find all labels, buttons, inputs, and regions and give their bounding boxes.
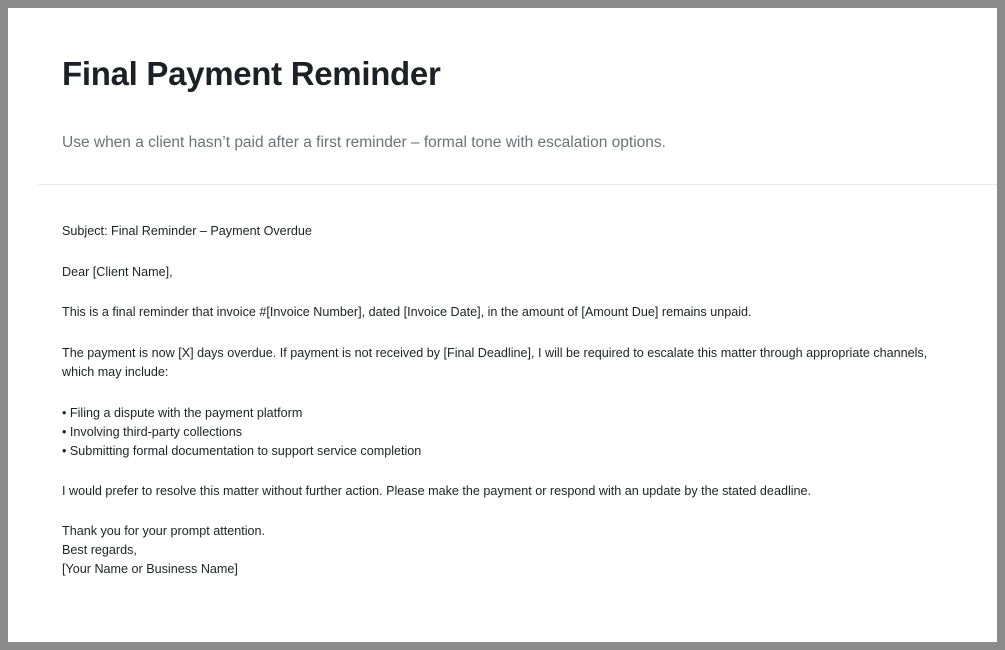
document-header: [8, 8, 997, 153]
page-subtitle: Use when a client hasn’t paid after a first reminder – formal tone with escalation options.: [62, 133, 666, 151]
paragraph-resolution: I would prefer to resolve this matter without further action. Please make the payment or respond with an update by the stated deadline.: [62, 483, 812, 498]
document-body: [8, 185, 997, 578]
list-item: • Filing a dispute with the payment platform: [62, 405, 303, 420]
document-page: [8, 8, 997, 642]
list-item: • Involving third-party collections: [62, 424, 243, 439]
subject-line: Subject: Final Reminder – Payment Overdue: [62, 224, 312, 239]
greeting-line: Dear [Client Name],: [62, 264, 173, 279]
page-title: Final Payment Reminder: [62, 55, 441, 92]
closing-block: [62, 522, 943, 579]
list-item: • Submitting formal documentation to support service completion: [62, 443, 422, 458]
closing-signature: [Your Name or Business Name]: [62, 561, 238, 576]
closing-regards: Best regards,: [62, 542, 137, 557]
closing-thanks: Thank you for your prompt attention.: [62, 524, 266, 539]
escalation-options-list: [62, 404, 943, 461]
paragraph-escalation-intro: The payment is now [X] days overdue. If payment is not received by [Final Deadline], I will be required to escalate this matter through appropriate channels, which may include:: [62, 345, 928, 380]
paragraph-invoice-details: This is a final reminder that invoice #[Invoice Number], dated [Invoice Date], in the amount of [Amount Due] remains unpaid.: [62, 305, 752, 320]
